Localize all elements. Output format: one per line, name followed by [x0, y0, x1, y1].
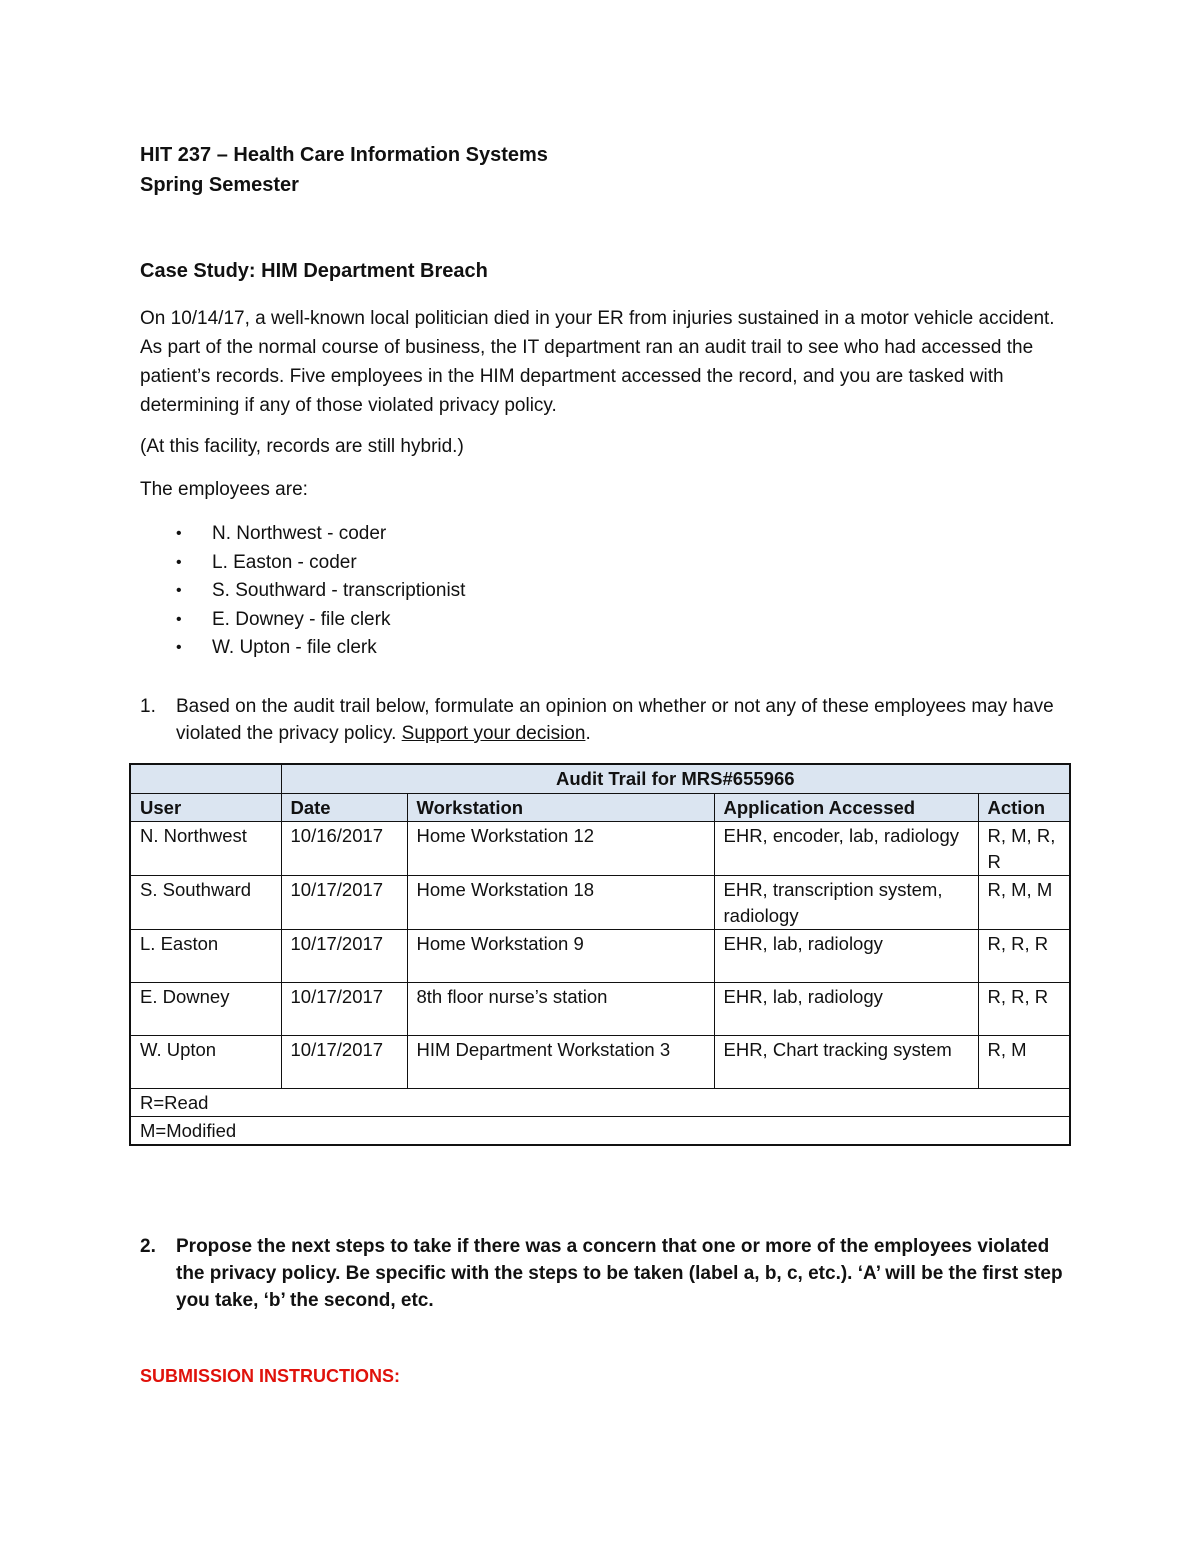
employee-name: E. Downey - file clerk	[212, 608, 391, 630]
audit-trail-table	[129, 763, 1071, 1146]
cell-user: N. Northwest	[130, 822, 281, 876]
column-header-action: Action	[978, 794, 1070, 822]
question-1	[140, 693, 1070, 747]
support-decision-text: Support your decision	[401, 723, 586, 744]
cell-action: R, R, R	[978, 930, 1070, 983]
semester-label: Spring Semester	[140, 174, 299, 196]
bullet-icon: •	[176, 610, 182, 628]
cell-action: R, M	[978, 1036, 1070, 1089]
cell-application: EHR, transcription system, radiology	[714, 876, 978, 930]
cell-workstation: Home Workstation 18	[407, 876, 714, 930]
cell-workstation: HIM Department Workstation 3	[407, 1036, 714, 1089]
cell-action: R, M, M	[978, 876, 1070, 930]
list-item	[140, 549, 465, 578]
cell-application: EHR, lab, radiology	[714, 930, 978, 983]
employees-lead: The employees are:	[140, 479, 308, 500]
cell-date: 10/17/2017	[281, 876, 407, 930]
cell-workstation: 8th floor nurse’s station	[407, 983, 714, 1036]
employee-name: N. Northwest - coder	[212, 523, 387, 544]
cell-application: EHR, lab, radiology	[714, 983, 978, 1036]
list-item	[140, 520, 465, 549]
cell-application: EHR, Chart tracking system	[714, 1036, 978, 1089]
submission-instructions-heading: SUBMISSION INSTRUCTIONS:	[140, 1366, 401, 1386]
list-item	[140, 606, 465, 635]
cell-date: 10/17/2017	[281, 930, 407, 983]
case-study-title: Case Study: HIM Department Breach	[140, 260, 488, 282]
question-2	[140, 1233, 1070, 1314]
employee-name: L. Easton - coder	[212, 551, 357, 573]
column-header-date: Date	[281, 794, 407, 822]
cell-user: S. Southward	[130, 876, 281, 930]
bullet-icon: •	[176, 525, 182, 542]
legend-row	[130, 1117, 1070, 1146]
case-intro-paragraph: On 10/14/17, a well-known local politician died in your ER from injuries sustained in a motor vehicle accident. As part of the normal course of business, the IT department ran an audit trail to see who had accessed the patient’s records. Five employees in the HIM department accessed the record, and you are tasked with determining if any of those violated privacy policy.	[140, 308, 1055, 416]
list-item	[140, 634, 465, 663]
cell-date: 10/16/2017	[281, 822, 407, 876]
legend-modified: M=Modified	[130, 1117, 1070, 1146]
table-row	[130, 822, 1070, 876]
employee-name: W. Upton - file clerk	[212, 637, 377, 658]
table-row	[130, 876, 1070, 930]
cell-workstation: Home Workstation 9	[407, 930, 714, 983]
bullet-icon: •	[176, 553, 182, 571]
column-header-workstation: Workstation	[407, 794, 714, 822]
question-number: 2.	[140, 1236, 156, 1257]
cell-date: 10/17/2017	[281, 983, 407, 1036]
list-item	[140, 577, 465, 606]
table-caption: Audit Trail for MRS#655966	[281, 764, 1070, 794]
cell-application: EHR, encoder, lab, radiology	[714, 822, 978, 876]
table-row	[130, 983, 1070, 1036]
cell-workstation: Home Workstation 12	[407, 822, 714, 876]
question-end: .	[585, 723, 591, 744]
legend-read: R=Read	[130, 1089, 1070, 1117]
column-header-application: Application Accessed	[714, 794, 978, 822]
table-caption-row	[130, 764, 1070, 794]
cell-action: R, M, R, R	[978, 822, 1070, 876]
table-row	[130, 1036, 1070, 1089]
cell-action: R, R, R	[978, 983, 1070, 1036]
bullet-icon: •	[176, 639, 182, 656]
table-header-row	[130, 794, 1070, 822]
employee-list	[140, 520, 465, 663]
column-header-user: User	[130, 794, 281, 822]
employee-name: S. Southward - transcriptionist	[212, 580, 466, 601]
table-row	[130, 930, 1070, 983]
question-text: Propose the next steps to take if there was a concern that one or more of the employees violated the privacy policy. Be specific with the steps to be taken (label a, b, c, etc.). ‘A’ will be the first step you take, ‘b’ the second, etc.	[176, 1236, 1063, 1311]
legend-row	[130, 1089, 1070, 1117]
question-number: 1.	[140, 696, 156, 717]
caption-spacer-cell	[130, 764, 281, 794]
cell-user: W. Upton	[130, 1036, 281, 1089]
course-title: HIT 237 – Health Care Information Systems	[140, 144, 548, 166]
bullet-icon: •	[176, 582, 182, 599]
facility-note: (At this facility, records are still hybrid.)	[140, 436, 464, 457]
cell-date: 10/17/2017	[281, 1036, 407, 1089]
question-text: Based on the audit trail below, formulate an opinion on whether or not any of these employees may have violated the privacy policy.	[176, 696, 1054, 744]
cell-user: L. Easton	[130, 930, 281, 983]
cell-user: E. Downey	[130, 983, 281, 1036]
